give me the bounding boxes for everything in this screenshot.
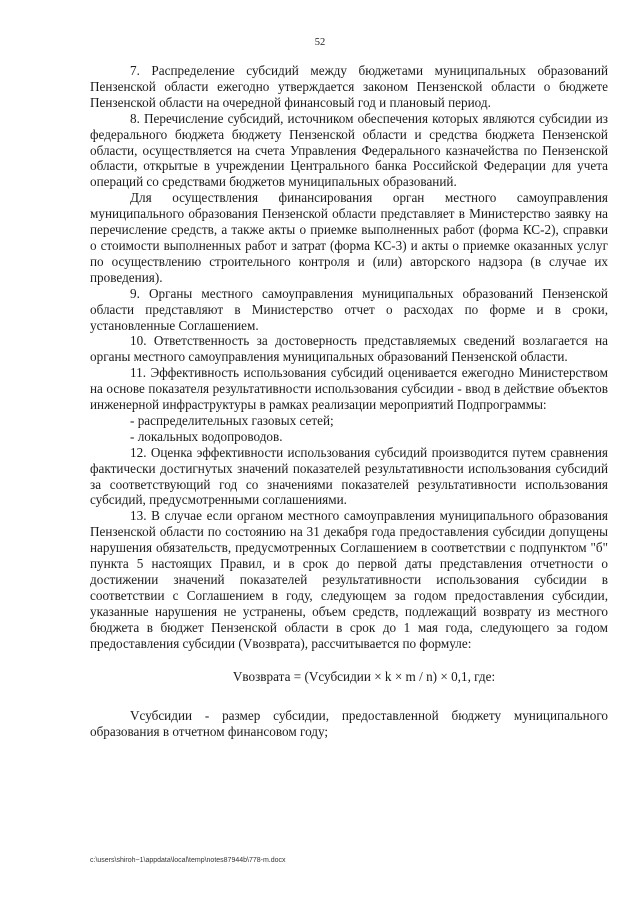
paragraph-11: 11. Эффективность использования субсидий оценивается ежегодно Министерством на основе показателя результативности использования субсидии - ввод в действие объектов инженерной инфраструктуры в рамках реализации мероприятий Подпрограммы: xyxy=(90,365,608,413)
paragraph-10: 10. Ответственность за достоверность представляемых сведений возлагается на органы местного самоуправления муниципальных образований Пензенской области. xyxy=(90,333,608,365)
document-body xyxy=(90,63,608,740)
paragraph-9: 9. Органы местного самоуправления муниципальных образований Пензенской области представляют в Министерство отчет о расходах по форме и в сроки, установленные Соглашением. xyxy=(90,285,608,333)
page-number: 52 xyxy=(314,37,326,48)
definition-vsubsidii: Vсубсидии - размер субсидии, предоставленной бюджету муниципального образования в отчетном финансовом году; xyxy=(90,708,608,740)
paragraph-12: 12. Оценка эффективности использования субсидий производится путем сравнения фактически достигнутых значений показателей результативности использования субсидий за соответствующий год со значениями показателей результативности использования субсидий, предусмотренными соглашениями. xyxy=(90,444,608,508)
list-item-gas: - распределительных газовых сетей; xyxy=(130,412,334,428)
paragraph-13: 13. В случае если органом местного самоуправления муниципального образования Пензенской области по состоянию на 31 декабря года предоставления субсидии допущены нарушения обязательств, предусмотренных Соглашением в соответствии с подпунктом "б" пункта 5 настоящих Правил, и в срок до первой даты представления отчетности о достижении значений показателей результативности использования субсидии в соответствии с Соглашением в году, следующем за годом предоставления субсидии, указанные нарушения не устранены, объем средств, подлежащий возврату из местного бюджета в бюджет Пензенской области в срок до 1 мая года, следующего за годом предоставления субсидии (Vвозврата), рассчитывается по формуле: xyxy=(90,508,608,651)
list-item-water: - локальных водопроводов. xyxy=(130,428,283,444)
paragraph-8: 8. Перечисление субсидий, источником обеспечения которых являются субсидии из федерального бюджета бюджету Пензенской области и средства бюджета Пензенской области, осуществляется на счета Управления Федерального казначейства по Пензенской области, открытые в учреждении Центрального банка Российской Федерации для учета операций со средствами бюджетов муниципальных образований. xyxy=(90,110,608,190)
paragraph-7: 7. Распределение субсидий между бюджетами муниципальных образований Пензенской области ежегодно утверждается законом Пензенской области о бюджете Пензенской области на очередной финансовый год и плановый период. xyxy=(90,63,608,110)
footer-file-path: c:\users\shiroh~1\appdata\local\temp\notes87944b\778-m.docx xyxy=(90,857,286,864)
paragraph-financing: Для осуществления финансирования орган местного самоуправления муниципального образования Пензенской области представляет в Министерство заявку на перечисление средств, а также акты о приемке выполненных работ (форма КС-2), справки о стоимости выполненных работ и затрат (форма КС-3) и акты о приемке оказанных услуг по осуществлению строительного контроля и (или) авторского надзора (в случае их проведения). xyxy=(90,190,608,285)
formula: Vвозврата = (Vсубсидии × k × m / n) × 0,1, где: xyxy=(232,668,496,684)
